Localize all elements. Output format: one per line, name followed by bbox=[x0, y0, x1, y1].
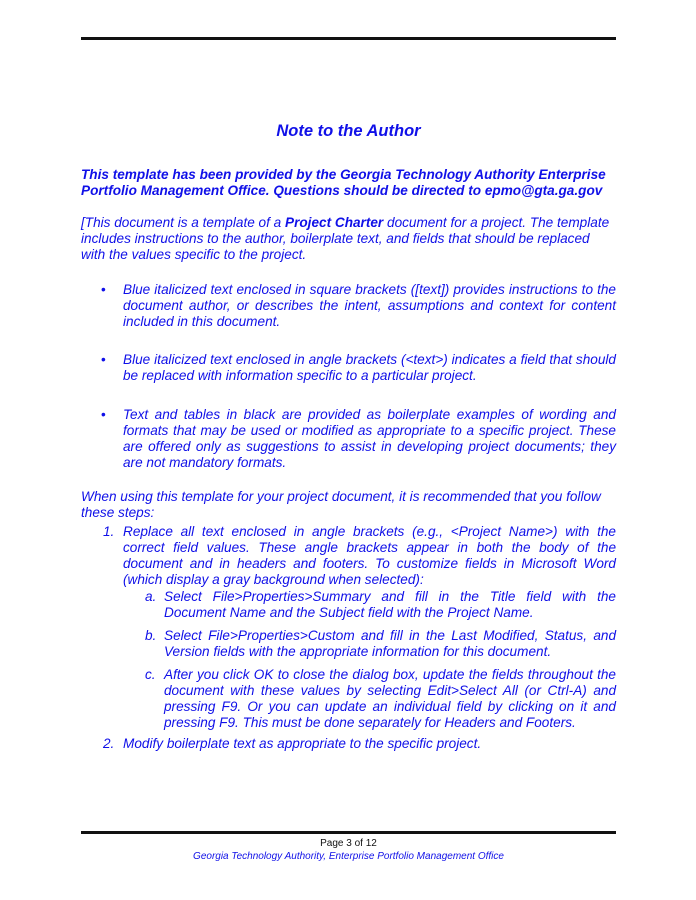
step-item bbox=[81, 736, 616, 752]
intro-paragraph bbox=[81, 215, 616, 263]
intro-text-after: document for a project. The template includes instructions to the author, boilerplate text, and fields that should be replaced with the values specific to the project. bbox=[81, 215, 610, 262]
bullet-item bbox=[81, 407, 616, 471]
page-title: Note to the Author bbox=[276, 122, 421, 140]
bullet-icon: • bbox=[101, 407, 106, 422]
bullet-text: Text and tables in black are provided as boilerplate examples of wording and formats that may be used or modified as appropriate to a specific project. These are offered only as suggestions to assist in developing project documents; they are not mandatory formats. bbox=[123, 407, 616, 470]
step-text: Replace all text enclosed in angle brackets (e.g., <Project Name>) with the correct field values. These angle brackets appear in both the body of the document and in headers and footers. To customize fields in Microsoft Word (which display a gray background when selected): bbox=[123, 524, 616, 587]
bullet-item bbox=[81, 352, 616, 384]
step-number: 2. bbox=[103, 736, 115, 751]
intro-text-before: [This document is a template of a bbox=[81, 215, 286, 230]
footer-rule bbox=[81, 831, 616, 834]
bullet-text: Blue italicized text enclosed in square brackets ([text]) provides instructions to the document author, or describes the intent, assumptions and context for content included in this document. bbox=[123, 282, 616, 329]
intro-text-bold: Project Charter bbox=[285, 215, 384, 230]
bullet-text: Blue italicized text enclosed in angle brackets (<text>) indicates a field that should be replaced with information specific to a particular project. bbox=[123, 352, 616, 383]
bullet-item bbox=[81, 282, 616, 330]
substep-text: After you click OK to close the dialog box, update the fields throughout the document with these values by selecting Edit>Select All (or Ctrl-A) and pressing F9. Or you can update an individual field by clicking on it and pressing F9. This must be done separately for Headers and Footers. bbox=[164, 667, 616, 730]
header-rule bbox=[81, 37, 616, 40]
substep-text: Select File>Properties>Summary and fill in the Title field with the Document Name and the Subject field with the Project Name. bbox=[164, 589, 616, 620]
bullet-icon: • bbox=[101, 352, 106, 367]
substep-letter: a. bbox=[145, 589, 157, 604]
substep-item bbox=[81, 589, 616, 621]
steps-intro: When using this template for your project document, it is recommended that you follow these steps: bbox=[81, 489, 601, 520]
step-item bbox=[81, 524, 616, 588]
substep-item bbox=[81, 667, 616, 731]
substep-letter: c. bbox=[145, 667, 156, 682]
bullet-icon: • bbox=[101, 282, 106, 297]
intro-notice: This template has been provided by the Georgia Technology Authority Enterprise Portfolio Management Office. Questions should be directed to epmo@gta.ga.gov bbox=[81, 167, 606, 198]
step-text: Modify boilerplate text as appropriate to the specific project. bbox=[123, 736, 482, 751]
page-number: Page 3 of 12 bbox=[320, 838, 377, 849]
substep-letter: b. bbox=[145, 628, 157, 643]
step-number: 1. bbox=[103, 524, 115, 539]
substep-item bbox=[81, 628, 616, 660]
footer-organization: Georgia Technology Authority, Enterprise Portfolio Management Office bbox=[193, 851, 504, 862]
substep-text: Select File>Properties>Custom and fill in the Last Modified, Status, and Version fields with the appropriate information for this document. bbox=[164, 628, 616, 659]
